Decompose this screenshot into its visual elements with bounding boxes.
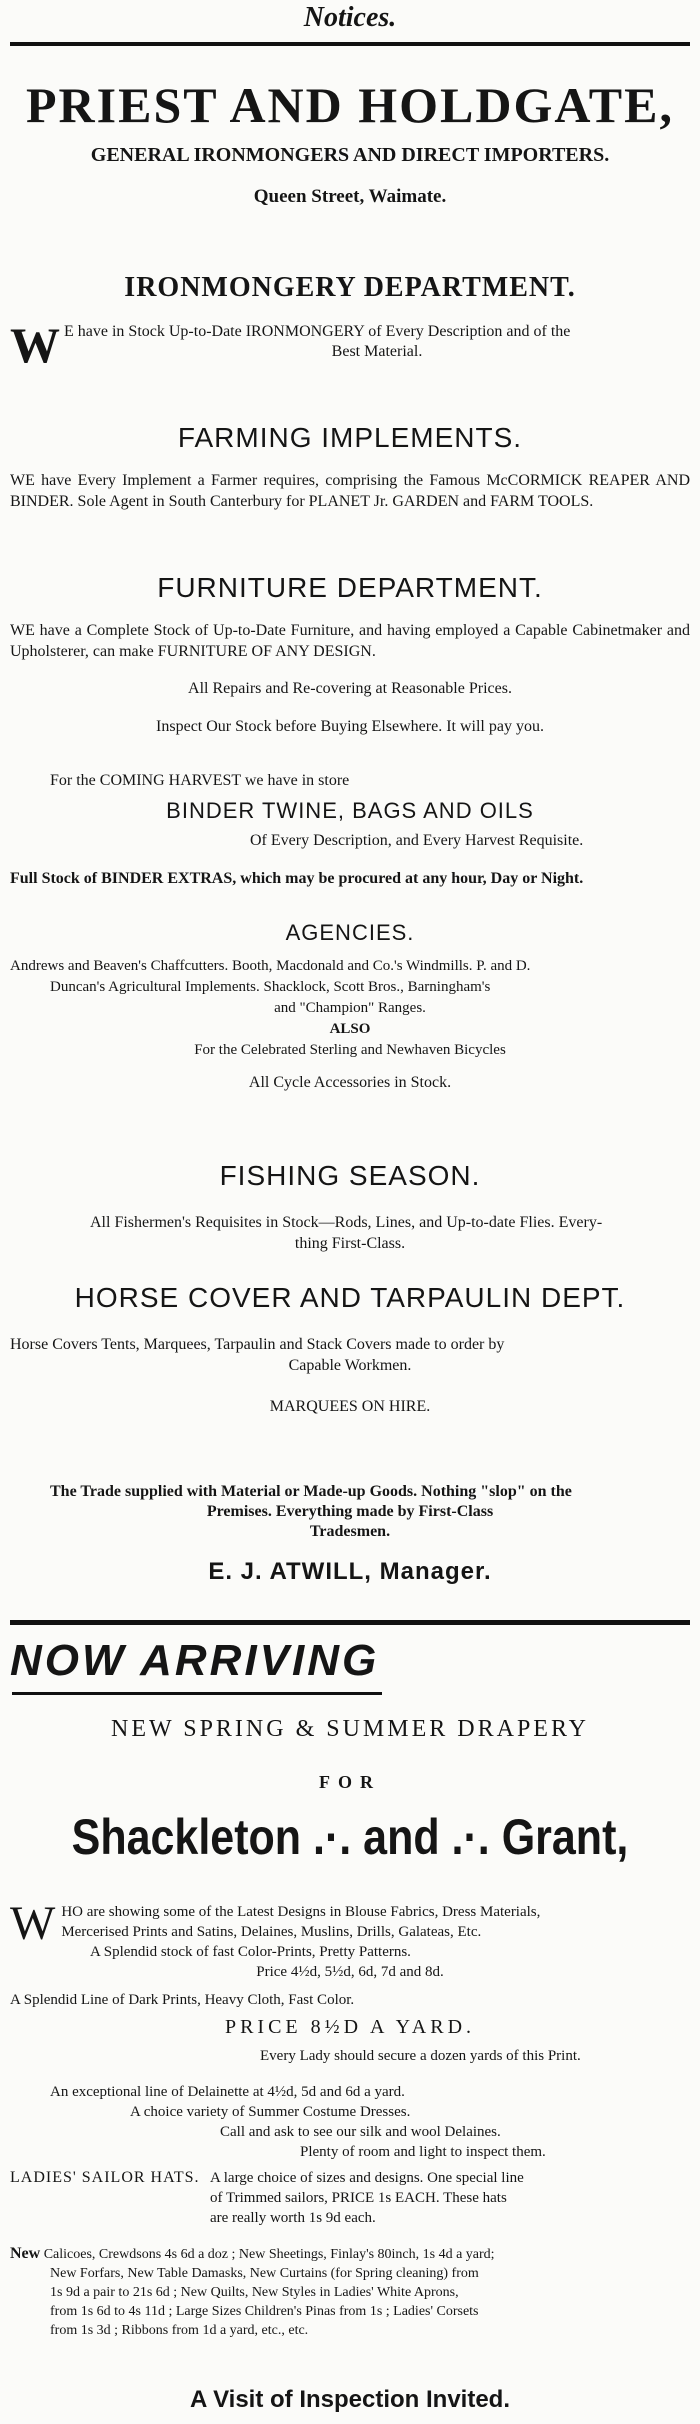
trade-line-2: Premises. Everything made by First-Class bbox=[206, 1503, 494, 1520]
horse-cover-heading: HORSE COVER AND TARPAULIN DEPT. bbox=[74, 1282, 626, 1313]
dark-prints: A Splendid Line of Dark Prints, Heavy Cloth, Fast Color. bbox=[10, 1992, 355, 2008]
trade-text bbox=[10, 1482, 690, 1542]
new-line-2: New Forfars, New Table Damasks, New Curtains (for Spring cleaning) from bbox=[50, 2266, 479, 2281]
furniture-repairs: All Repairs and Re-covering at Reasonable Prices. bbox=[188, 680, 512, 697]
new-goods bbox=[10, 2244, 690, 2340]
horse-line-1: Horse Covers Tents, Marquees, Tarpaulin and Stack Covers made to order by bbox=[10, 1336, 505, 1353]
shackleton-intro bbox=[10, 1897, 690, 1982]
costume: A choice variety of Summer Costume Dresses. bbox=[130, 2104, 411, 2120]
farming-heading: FARMING IMPLEMENTS. bbox=[177, 422, 523, 453]
new-line-4: from 1s 6d to 4s 11d ; Large Sizes Children's Pinas from 1s ; Ladies' Corsets bbox=[50, 2304, 479, 2319]
horse-cover-text bbox=[10, 1334, 690, 1376]
new-line-3: 1s 9d a pair to 21s 6d ; New Quilts, New Styles in Ladies' White Aprons, bbox=[50, 2285, 459, 2300]
hats-line-1: A large choice of sizes and designs. One special line bbox=[210, 2170, 524, 2186]
priest-address: Queen Street, Waimate. bbox=[253, 186, 447, 207]
for-label: FOR bbox=[319, 1772, 381, 1792]
now-arriving-heading: NOW ARRIVING bbox=[10, 1636, 380, 1685]
agencies-heading: AGENCIES. bbox=[285, 920, 415, 945]
trade-line-3: Tradesmen. bbox=[309, 1523, 391, 1540]
new-label: New bbox=[10, 2245, 41, 2262]
hats-line-3: are really worth 1s 9d each. bbox=[210, 2210, 376, 2226]
furniture-text: WE have a Complete Stock of Up-to-Date Furniture, and having employed a Capable Cabinetmaker and Upholsterer, can make FURNITURE OF ANY DESIGN. bbox=[10, 622, 690, 660]
horse-line-2: Capable Workmen. bbox=[288, 1357, 412, 1374]
delainette: An exceptional line of Delainette at 4½d, 5d and 6d a yard. bbox=[50, 2084, 405, 2100]
notices-heading: Notices. bbox=[303, 2, 397, 33]
intro-line-2: Mercerised Prints and Satins, Delaines, Muslins, Drills, Galateas, Etc. bbox=[61, 1924, 482, 1940]
intro-line-1: HO are showing some of the Latest Designs in Blouse Fabrics, Dress Materials, bbox=[61, 1904, 541, 1920]
drop-cap: W bbox=[10, 1897, 56, 1950]
intro-line-4: Price 4½d, 5½d, 6d, 7d and 8d. bbox=[256, 1964, 444, 1980]
ironmongery-line-1: E have in Stock Up-to-Date IRONMONGERY of Every Description and of the bbox=[64, 323, 571, 340]
binder-twine-heading: BINDER TWINE, BAGS AND OILS bbox=[166, 798, 534, 823]
ironmongery-heading: IRONMONGERY DEPARTMENT. bbox=[124, 272, 576, 303]
ironmongery-text bbox=[10, 317, 690, 373]
priest-holdgate-title: PRIEST AND HOLDGATE, bbox=[25, 77, 674, 133]
farming-text: WE have Every Implement a Farmer requires, comprising the Famous McCORMICK REAPER AND BINDER. Sole Agent in South Canterbury for PLANET Jr. GARDEN and FARM TOOLS. bbox=[10, 472, 690, 510]
intro-line-3: A Splendid stock of fast Color-Prints, Pretty Patterns. bbox=[90, 1944, 411, 1960]
harvest-intro: For the COMING HARVEST we have in store bbox=[50, 772, 350, 789]
harvest-sub: Of Every Description, and Every Harvest Requisite. bbox=[250, 832, 584, 849]
agencies-text bbox=[10, 956, 690, 1061]
new-line-1: Calicoes, Crewdsons 4s 6d a doz ; New Sheetings, Finlay's 80inch, 1s 4d a yard; bbox=[43, 2247, 495, 2262]
drop-cap: W bbox=[10, 317, 60, 373]
agencies-also: ALSO bbox=[329, 1021, 371, 1037]
call-delaines: Call and ask to see our silk and wool Delaines. bbox=[220, 2124, 501, 2140]
hats-line-2: of Trimmed sailors, PRICE 1s EACH. These hats bbox=[210, 2190, 507, 2206]
plenty-room: Plenty of room and light to inspect them. bbox=[300, 2144, 546, 2160]
top-rule bbox=[10, 42, 690, 46]
binder-extras: Full Stock of BINDER EXTRAS, which may be procured at any hour, Day or Night. bbox=[10, 870, 584, 887]
agencies-line-1: Andrews and Beaven's Chaffcutters. Booth, Macdonald and Co.'s Windmills. P. and D. bbox=[10, 958, 531, 974]
sailor-hats bbox=[10, 2168, 690, 2228]
new-line-5: from 1s 3d ; Ribbons from 1d a yard, etc., etc. bbox=[50, 2323, 309, 2338]
furniture-inspect: Inspect Our Stock before Buying Elsewhere. It will pay you. bbox=[156, 718, 544, 735]
agencies-bicycles: For the Celebrated Sterling and Newhaven Bicycles bbox=[194, 1042, 506, 1058]
shackleton-grant-title: Shackleton .·. and .·. Grant, bbox=[71, 1809, 629, 1865]
fishing-line-2: thing First-Class. bbox=[294, 1235, 406, 1252]
price-per-yard: PRICE 8½D A YARD. bbox=[224, 2016, 476, 2038]
furniture-heading: FURNITURE DEPARTMENT. bbox=[157, 572, 543, 603]
trade-line-1: The Trade supplied with Material or Made-up Goods. Nothing "slop" on the bbox=[50, 1483, 572, 1500]
fishing-heading: FISHING SEASON. bbox=[219, 1160, 481, 1191]
cycle-accessories: All Cycle Accessories in Stock. bbox=[248, 1074, 452, 1091]
fishing-line-1: All Fishermen's Requisites in Stock—Rods, Lines, and Up-to-date Flies. Every- bbox=[90, 1214, 603, 1231]
delaine-block bbox=[10, 2082, 690, 2162]
priest-subtitle: GENERAL IRONMONGERS AND DIRECT IMPORTERS. bbox=[90, 144, 610, 166]
drapery-heading: NEW SPRING & SUMMER DRAPERY bbox=[111, 1716, 589, 1742]
agencies-line-3: and "Champion" Ranges. bbox=[274, 1000, 426, 1016]
manager-signature: E. J. ATWILL, Manager. bbox=[208, 1558, 492, 1585]
visit-inspection: A Visit of Inspection Invited. bbox=[189, 2386, 511, 2413]
marquees-on-hire: MARQUEES ON HIRE. bbox=[269, 1398, 431, 1415]
agencies-line-2: Duncan's Agricultural Implements. Shacklock, Scott Bros., Barningham's bbox=[50, 979, 491, 995]
ironmongery-line-2: Best Material. bbox=[331, 343, 423, 360]
fishing-text bbox=[10, 1212, 690, 1254]
now-arriving-underline bbox=[12, 1692, 382, 1695]
sailor-hats-label: LADIES' SAILOR HATS. bbox=[10, 2169, 200, 2186]
section-rule bbox=[10, 1620, 690, 1625]
every-lady: Every Lady should secure a dozen yards of this Print. bbox=[260, 2048, 581, 2064]
